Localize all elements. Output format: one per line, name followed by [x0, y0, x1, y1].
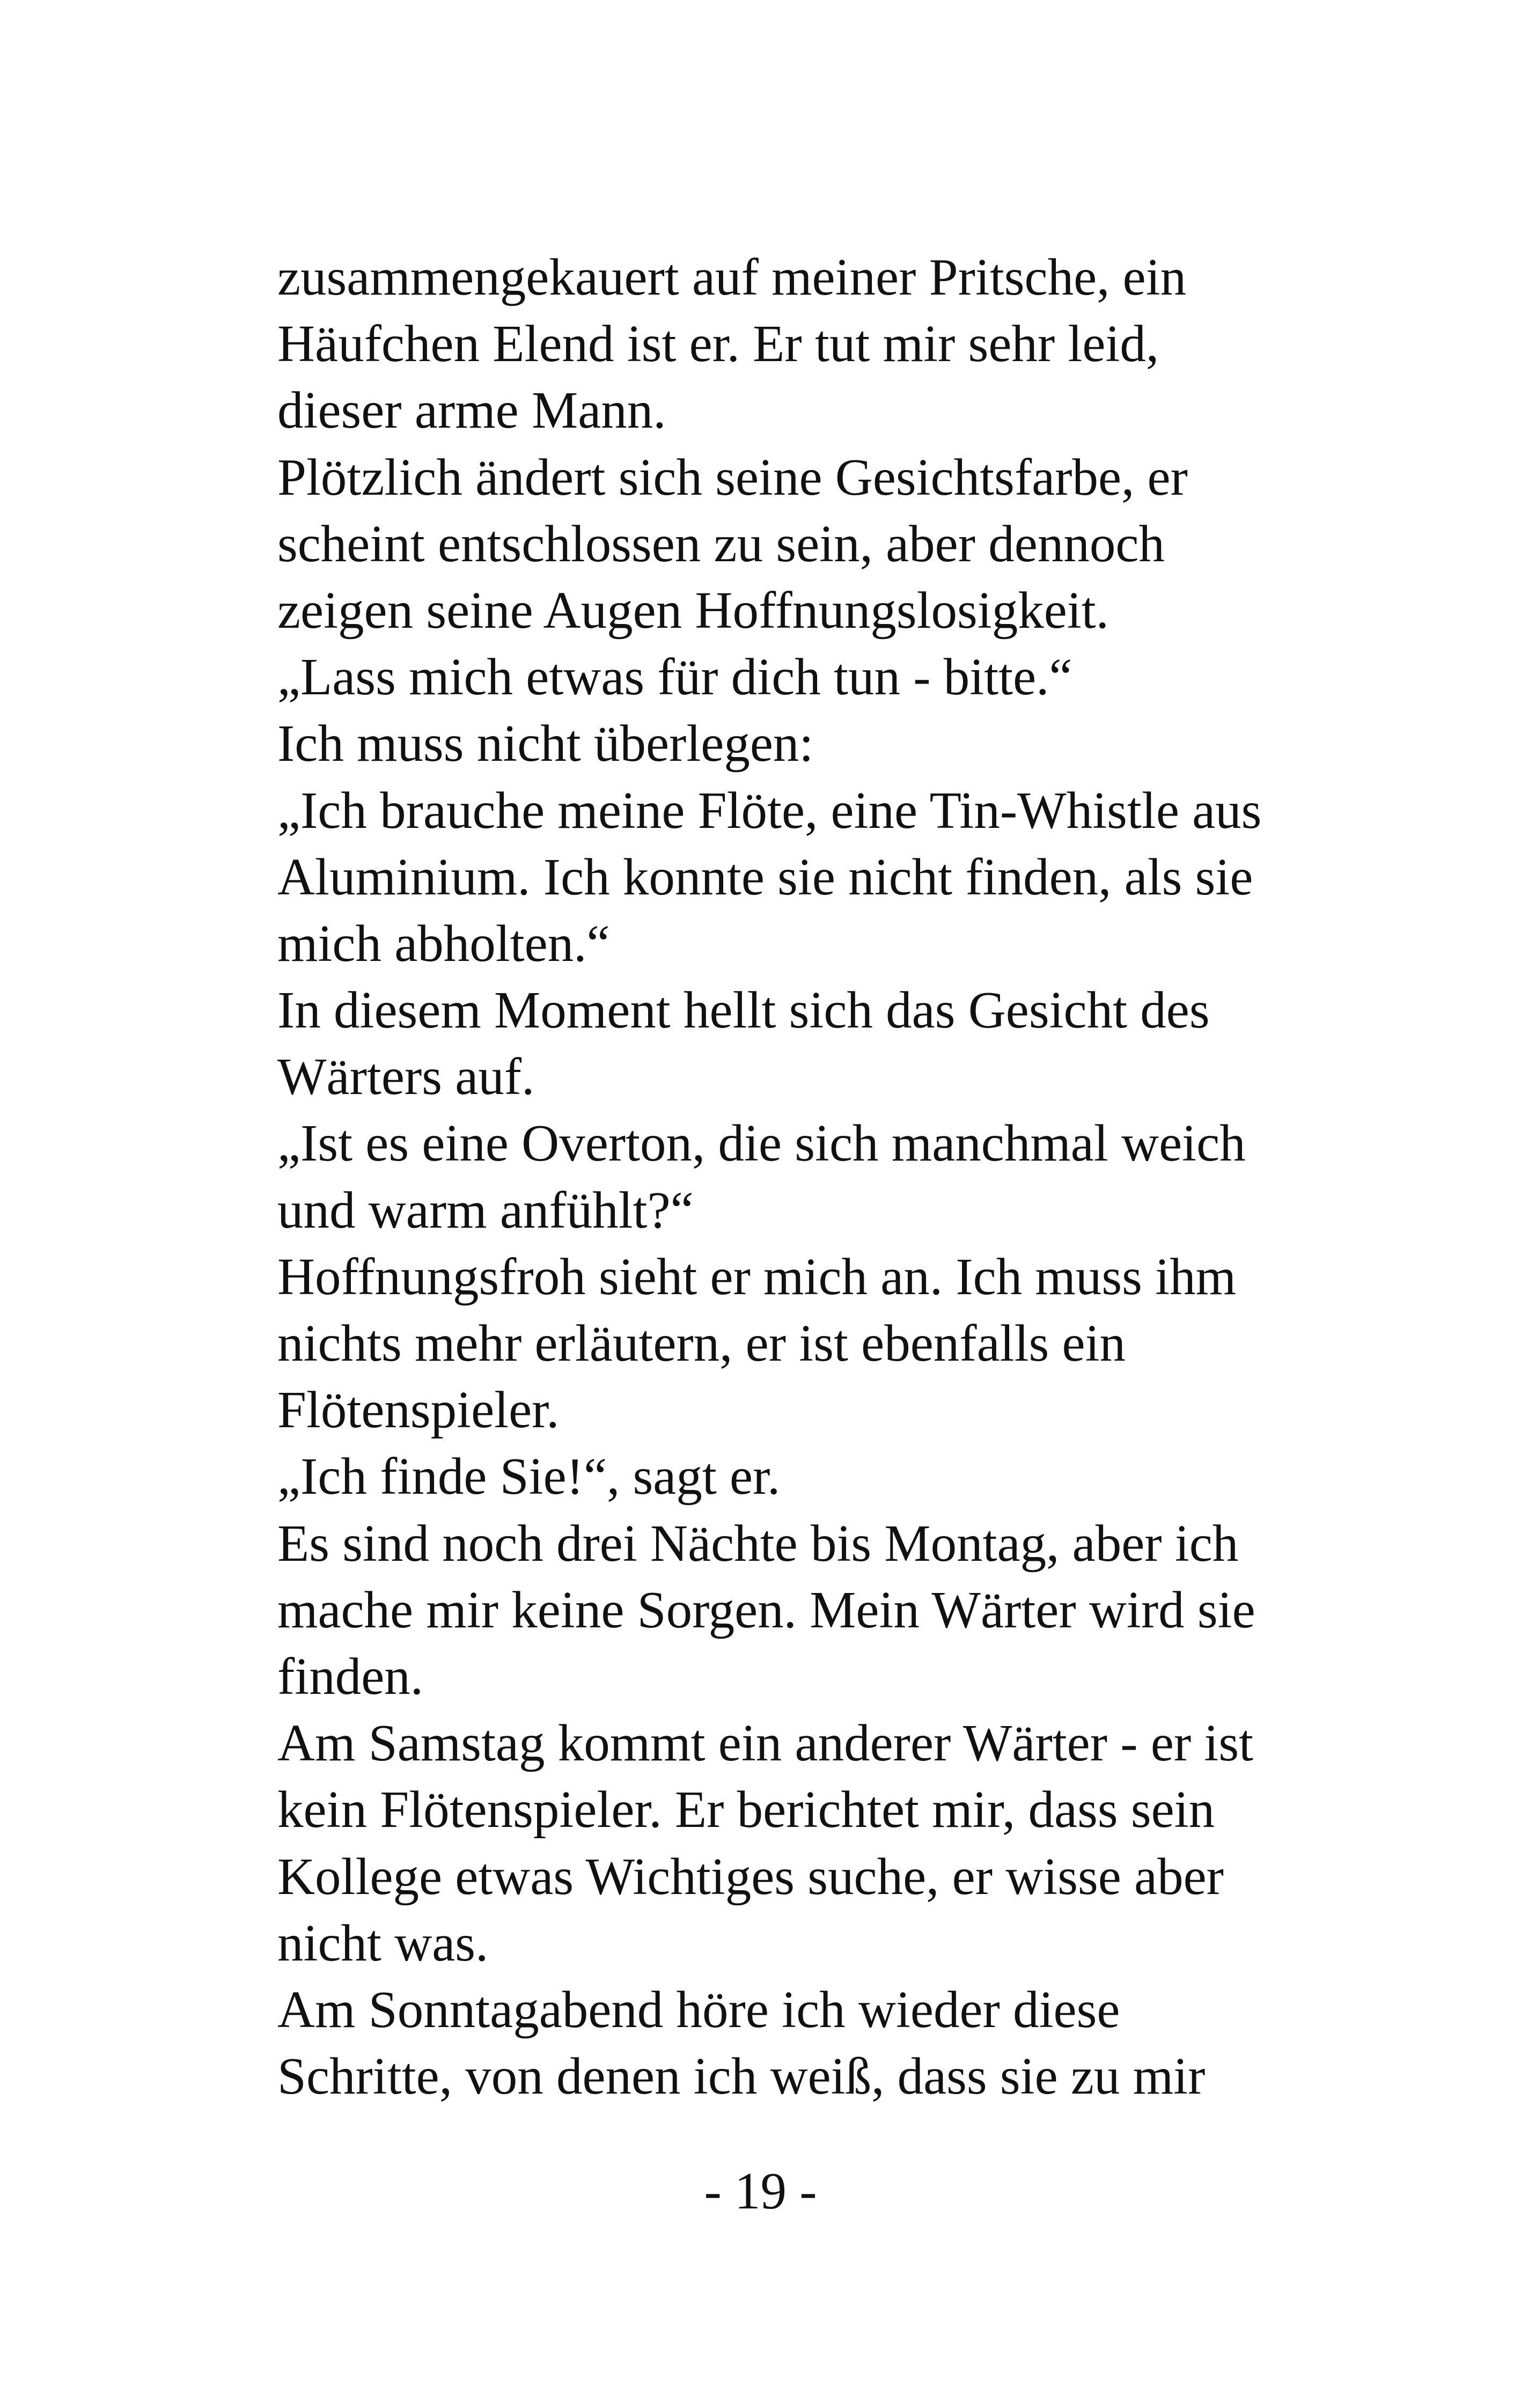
text-line: Am Sonntagabend höre ich wieder diese	[277, 1980, 1120, 2038]
text-line: und warm anfühlt?“	[277, 1181, 694, 1239]
text-line: nicht was.	[277, 1914, 489, 1972]
text-line: Es sind noch drei Nächte bis Montag, aber ich	[277, 1514, 1239, 1572]
text-line: nichts mehr erläutern, er ist ebenfalls ein	[277, 1315, 1126, 1372]
body-text	[277, 244, 1329, 2110]
text-line: Schritte, von denen ich weiß, dass sie zu mir	[277, 2047, 1206, 2105]
text-line: „Ich brauche meine Flöte, eine Tin-Whistle aus	[277, 781, 1262, 839]
text-line: zeigen seine Augen Hoffnungslosigkeit.	[277, 581, 1109, 639]
text-line: Am Samstag kommt ein anderer Wärter - er ist	[277, 1714, 1254, 1772]
text-line: Ich muss nicht überlegen:	[277, 715, 814, 773]
text-line: Wärters auf.	[277, 1048, 535, 1106]
text-line: dieser arme Mann.	[277, 381, 666, 439]
text-line: „Lass mich etwas für dich tun - bitte.“	[277, 648, 1072, 706]
text-line: kein Flötenspieler. Er berichtet mir, dass sein	[277, 1781, 1215, 1839]
text-line: „Ist es eine Overton, die sich manchmal weich	[277, 1114, 1246, 1172]
text-line: mache mir keine Sorgen. Mein Wärter wird sie	[277, 1581, 1255, 1639]
text-line: Hoffnungsfroh sieht er mich an. Ich muss ihm	[277, 1247, 1237, 1305]
text-line: mich abholten.“	[277, 914, 610, 972]
text-line: scheint entschlossen zu sein, aber dennoch	[277, 515, 1165, 572]
text-line: Flötenspieler.	[277, 1381, 560, 1439]
text-line: finden.	[277, 1647, 424, 1705]
text-line: Aluminium. Ich konnte sie nicht finden, als sie	[277, 848, 1253, 906]
text-line: Kollege etwas Wichtiges suche, er wisse aber	[277, 1847, 1224, 1905]
page-number: - 19 -	[704, 2162, 817, 2220]
text-line: In diesem Moment hellt sich das Gesicht des	[277, 981, 1210, 1039]
text-line: „Ich finde Sie!“, sagt er.	[277, 1448, 781, 1506]
text-line: zusammengekauert auf meiner Pritsche, ein	[277, 248, 1187, 306]
text-line: Plötzlich ändert sich seine Gesichtsfarbe, er	[277, 448, 1188, 506]
text-line: Häufchen Elend ist er. Er tut mir sehr leid,	[277, 315, 1159, 373]
